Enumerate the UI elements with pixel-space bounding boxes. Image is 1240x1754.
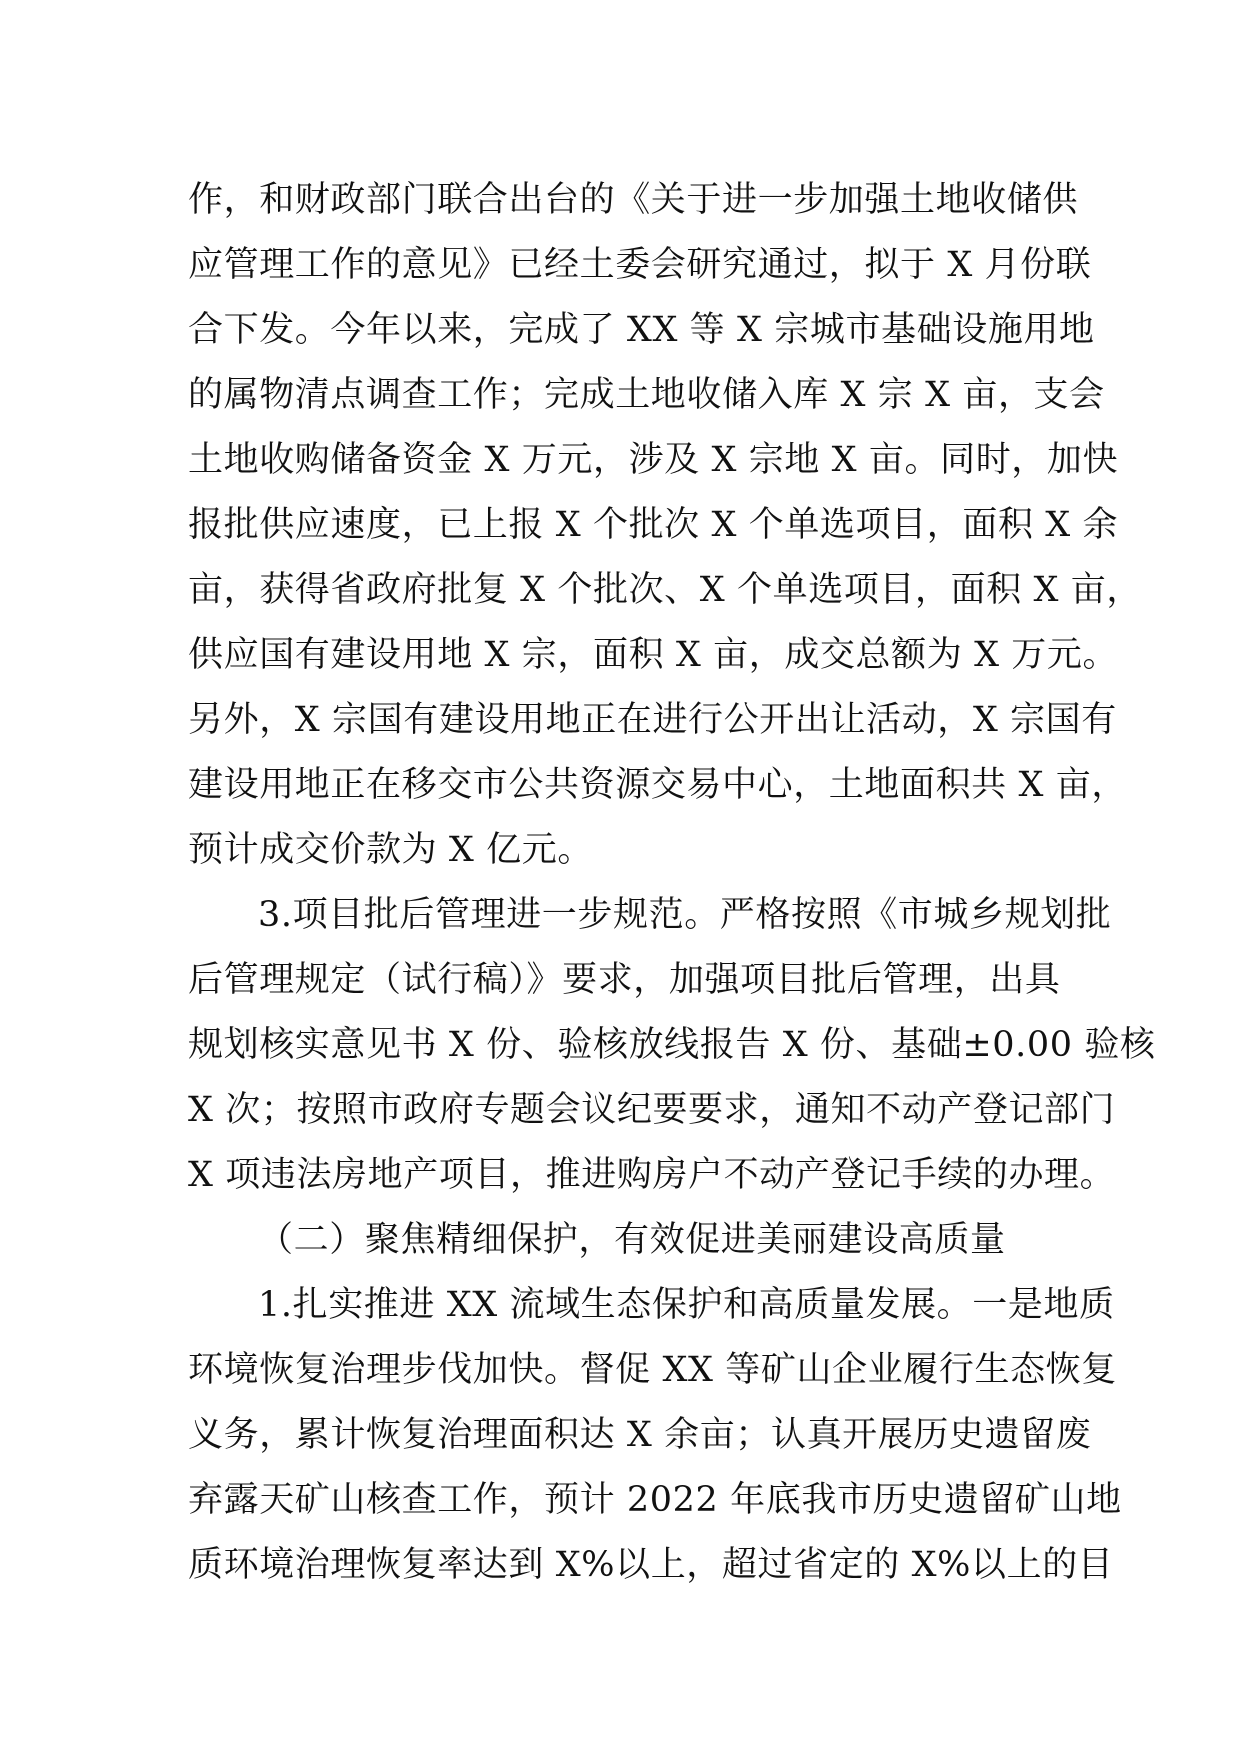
text-line: 预计成交价款为 X 亿元。 xyxy=(188,830,593,870)
text-line: 另外，X 宗国有建设用地正在进行公开出让活动，X 宗国有 xyxy=(188,700,1117,740)
text-line: 规划核实意见书 X 份、验核放线报告 X 份、基础±0.00 验核 xyxy=(188,1025,1156,1065)
text-line: 报批供应速度，已上报 X 个批次 X 个单选项目，面积 X 余 xyxy=(188,505,1119,545)
text-line: 应管理工作的意见》已经土委会研究通过，拟于 X 月份联 xyxy=(188,245,1092,285)
text-line: 合下发。今年以来，完成了 XX 等 X 宗城市基础设施用地 xyxy=(188,310,1095,350)
document-body xyxy=(188,168,1156,1598)
text-line: 质环境治理恢复率达到 X%以上，超过省定的 X%以上的目 xyxy=(188,1545,1114,1585)
text-line: 的属物清点调查工作；完成土地收储入库 X 宗 X 亩，支会 xyxy=(188,375,1105,415)
text-line: 供应国有建设用地 X 宗，面积 X 亩，成交总额为 X 万元。 xyxy=(188,635,1119,675)
paragraph-start-line: 1.扎实推进 XX 流域生态保护和高质量发展。一是地质 xyxy=(258,1285,1115,1325)
text-line: 作，和财政部门联合出台的《关于进一步加强土地收储供 xyxy=(188,180,1079,220)
text-line: 义务，累计恢复治理面积达 X 余亩；认真开展历史遗留废 xyxy=(188,1415,1092,1455)
text-line: 亩，获得省政府批复 X 个批次、X 个单选项目，面积 X 亩， xyxy=(188,570,1142,610)
paragraph-start-line: 3.项目批后管理进一步规范。严格按照《市城乡规划批 xyxy=(258,895,1112,935)
text-line: 土地收购储备资金 X 万元，涉及 X 宗地 X 亩。同时，加快 xyxy=(188,440,1119,480)
text-line: 环境恢复治理步伐加快。督促 XX 等矿山企业履行生态恢复 xyxy=(188,1350,1117,1390)
text-line: 弃露天矿山核查工作，预计 2022 年底我市历史遗留矿山地 xyxy=(188,1480,1122,1520)
text-line: 后管理规定（试行稿）》要求，加强项目批后管理，出具 xyxy=(188,960,1061,1000)
text-line: X 次；按照市政府专题会议纪要要求，通知不动产登记部门 xyxy=(188,1090,1116,1130)
text-line: X 项违法房地产项目，推进购房户不动产登记手续的办理。 xyxy=(188,1155,1116,1195)
section-heading: （二）聚焦精细保护，有效促进美丽建设高质量 xyxy=(258,1220,1006,1260)
text-line: 建设用地正在移交市公共资源交易中心，土地面积共 X 亩， xyxy=(188,765,1127,805)
